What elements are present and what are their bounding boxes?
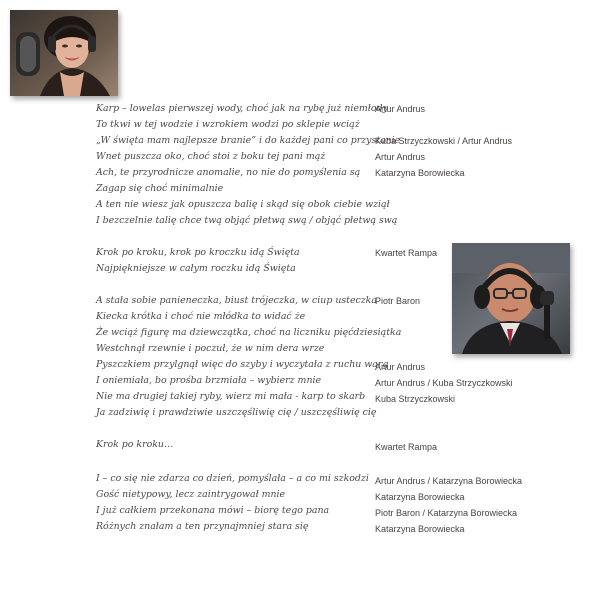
singer-name: Kuba Strzyczkowski / Artur Andrus [375,136,513,146]
lyric-line: Westchnął rzewnie i poczuł, że w nim dera wrze [96,343,325,354]
lyric-line: Krok po kroku… [96,439,174,450]
lyric-line: Krok po kroku, krok po kroczku idą Święta [96,247,300,258]
singer-name: Artur Andrus [375,152,426,162]
lyric-line: Ja zadziwię i prawdziwie uszczęśliwię cię / uszczęśliwię cię [96,407,377,418]
lyric-line: Nie ma drugiej takiej ryby, wierz mi mała - karp to skarb [96,391,366,402]
lyric-line: I już całkiem przekonana mówi – biorę tego pana [96,505,330,516]
singer-woman-photo [10,10,118,96]
singer-name: Artur Andrus [375,362,426,372]
singer-name: Piotr Baron / Katarzyna Borowiecka [375,508,518,518]
lyric-line: Ach, te przyrodnicze anomalie, no nie do pomyślenia są [96,167,361,178]
singer-name: Katarzyna Borowiecka [375,492,465,502]
lyric-line: Wnet puszcza oko, choć stoi z boku tej pani mąż [96,151,326,162]
singer-name: Kuba Strzyczkowski [375,394,456,404]
singer-man-image [452,243,570,354]
singer-name: Kwartet Rampa [375,442,438,452]
lyric-line: Gość nietypowy, lecz zaintrygował mnie [96,489,286,500]
singer-name: Katarzyna Borowiecka [375,524,465,534]
singer-name: Artur Andrus / Katarzyna Borowiecka [375,476,523,486]
lyric-line: „W święta mam najlepsze branie” i do każdej pani co przystanie [96,135,401,146]
lyric-line: Różnych znałam a ten przynajmniej stara się [96,521,309,532]
singer-name: Kwartet Rampa [375,248,438,258]
lyric-line: Że wciąż figurę ma dziewczątka, choć na liczniku pięćdziesiątka [96,327,402,338]
singer-name: Artur Andrus [375,104,426,114]
lyric-line: I – co się nie zdarza co dzień, pomyślała – a co mi szkodzi [96,473,369,484]
singer-name: Piotr Baron [375,296,421,306]
singer-woman-image [10,10,118,96]
singer-name: Katarzyna Borowiecka [375,168,465,178]
lyric-line: Najpiękniejsze w całym roczku idą Święta [96,263,296,274]
lyric-line: Kiecka krótka i choć nie młódka to widać że [96,311,306,322]
lyric-line: I oniemiała, bo prośba brzmiała – wybierz mnie [96,375,322,386]
lyric-line: A stała sobie panieneczka, biust trójeczka, w ciup usteczka [96,295,377,306]
lyric-line: Pyszczkiem przylgnął więc do szyby i wyczytała z ruchu warg [96,359,389,370]
lyric-line: Karp – lowelas pierwszej wody, choć jak na rybę już niemłody [96,103,388,114]
lyric-line: To tkwi w tej wodzie i wzrokiem wodzi po sklepie wciąż [96,119,360,130]
lyric-line: A ten nie wiesz jak opuszcza balię i skąd się obok ciebie wziął [96,199,390,210]
singer-man-photo [452,243,570,354]
lyric-line: Zagap się choć minimalnie [96,183,224,194]
singer-name: Artur Andrus / Kuba Strzyczkowski [375,378,513,388]
lyric-line: I bezczelnie talię chce twą objąć płetwą swą / objąć płetwą swą [96,215,398,226]
